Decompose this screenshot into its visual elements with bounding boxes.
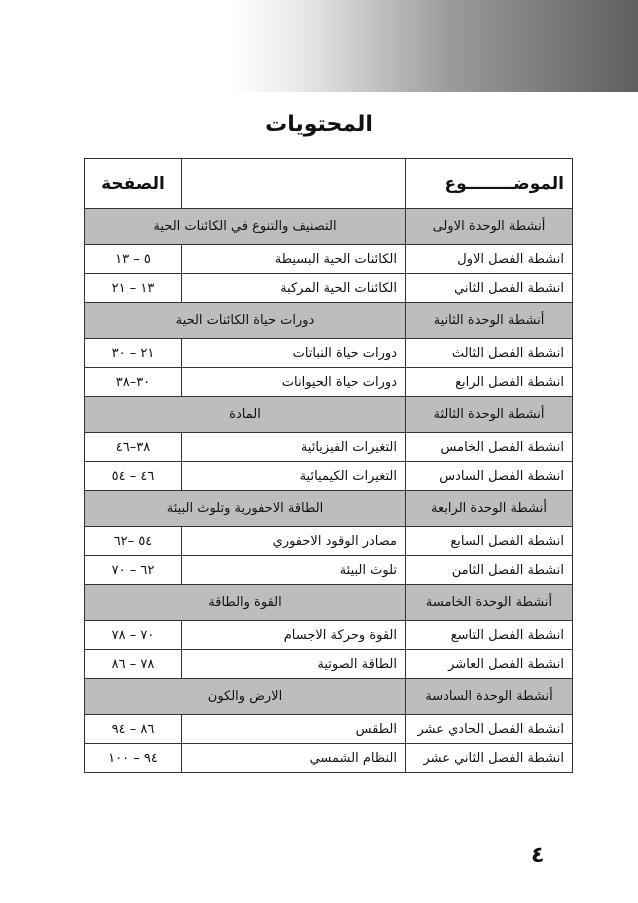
page-number: ٤ bbox=[531, 843, 545, 868]
unit-row bbox=[85, 397, 573, 433]
table-row bbox=[85, 462, 573, 491]
table-row bbox=[85, 556, 573, 585]
unit-name: أنشطة الوحدة الخامسة bbox=[406, 585, 573, 621]
header-gradient-band bbox=[0, 0, 638, 92]
table-row bbox=[85, 433, 573, 462]
header-page: الصفحة bbox=[85, 159, 182, 209]
unit-name: أنشطة الوحدة الثالثة bbox=[406, 397, 573, 433]
unit-title: القوة والطاقة bbox=[85, 585, 406, 621]
chapter-name: انشطة الفصل السادس bbox=[406, 462, 573, 491]
chapter-pages: ٣٨–٤٦ bbox=[85, 433, 182, 462]
chapter-pages: ٤٦ – ٥٤ bbox=[85, 462, 182, 491]
chapter-pages: ٩٤ – ١٠٠ bbox=[85, 744, 182, 773]
page-title: المحتويات bbox=[265, 112, 373, 137]
chapter-name: انشطة الفصل الرابع bbox=[406, 368, 573, 397]
unit-name: أنشطة الوحدة السادسة bbox=[406, 679, 573, 715]
chapter-pages: ٨٦ – ٩٤ bbox=[85, 715, 182, 744]
chapter-name: انشطة الفصل الخامس bbox=[406, 433, 573, 462]
chapter-pages: ١٣ – ٢١ bbox=[85, 274, 182, 303]
unit-title: دورات حياة الكائنات الحية bbox=[85, 303, 406, 339]
chapter-title: دورات حياة النباتات bbox=[182, 339, 406, 368]
table-row bbox=[85, 744, 573, 773]
header-blank bbox=[182, 159, 406, 209]
contents-table bbox=[84, 158, 573, 773]
table-row bbox=[85, 274, 573, 303]
chapter-title: تلوث البيئة bbox=[182, 556, 406, 585]
chapter-name: انشطة الفصل الثامن bbox=[406, 556, 573, 585]
table-row bbox=[85, 368, 573, 397]
unit-name: أنشطة الوحدة الاولى bbox=[406, 209, 573, 245]
unit-row bbox=[85, 209, 573, 245]
unit-row bbox=[85, 491, 573, 527]
unit-title: التصنيف والتنوع في الكائنات الحية bbox=[85, 209, 406, 245]
chapter-title: النظام الشمسي bbox=[182, 744, 406, 773]
table-row bbox=[85, 621, 573, 650]
chapter-name: انشطة الفصل الثاني bbox=[406, 274, 573, 303]
chapter-pages: ٧٠ – ٧٨ bbox=[85, 621, 182, 650]
chapter-title: الطاقة الصوتية bbox=[182, 650, 406, 679]
chapter-title: مصادر الوقود الاحفوري bbox=[182, 527, 406, 556]
chapter-name: انشطة الفصل الحادي عشر bbox=[406, 715, 573, 744]
table-row bbox=[85, 245, 573, 274]
unit-row bbox=[85, 679, 573, 715]
table-row bbox=[85, 339, 573, 368]
chapter-pages: ٣٠–٣٨ bbox=[85, 368, 182, 397]
chapter-pages: ٦٢ – ٧٠ bbox=[85, 556, 182, 585]
chapter-name: انشطة الفصل التاسع bbox=[406, 621, 573, 650]
table-row bbox=[85, 715, 573, 744]
chapter-name: انشطة الفصل العاشر bbox=[406, 650, 573, 679]
table-row bbox=[85, 650, 573, 679]
unit-name: أنشطة الوحدة الرابعة bbox=[406, 491, 573, 527]
chapter-title: القوة وحركة الاجسام bbox=[182, 621, 406, 650]
chapter-name: انشطة الفصل الثالث bbox=[406, 339, 573, 368]
chapter-title: دورات حياة الحيوانات bbox=[182, 368, 406, 397]
header-subject: الموضــــــــوع bbox=[406, 159, 573, 209]
chapter-title: الطقس bbox=[182, 715, 406, 744]
chapter-title: الكائنات الحية المركبة bbox=[182, 274, 406, 303]
chapter-title: الكائنات الحية البسيطة bbox=[182, 245, 406, 274]
unit-name: أنشطة الوحدة الثانية bbox=[406, 303, 573, 339]
table-row bbox=[85, 527, 573, 556]
chapter-name: انشطة الفصل الثاني عشر bbox=[406, 744, 573, 773]
chapter-name: انشطة الفصل السابع bbox=[406, 527, 573, 556]
unit-row bbox=[85, 585, 573, 621]
chapter-name: انشطة الفصل الاول bbox=[406, 245, 573, 274]
chapter-pages: ٧٨ – ٨٦ bbox=[85, 650, 182, 679]
chapter-pages: ٥ – ١٣ bbox=[85, 245, 182, 274]
unit-title: الطاقة الاحفورية وتلوث البيئة bbox=[85, 491, 406, 527]
chapter-pages: ٥٤ –٦٢ bbox=[85, 527, 182, 556]
chapter-title: التغيرات الكيميائية bbox=[182, 462, 406, 491]
table-header-row bbox=[85, 159, 573, 209]
unit-row bbox=[85, 303, 573, 339]
unit-title: المادة bbox=[85, 397, 406, 433]
chapter-pages: ٢١ – ٣٠ bbox=[85, 339, 182, 368]
unit-title: الارض والكون bbox=[85, 679, 406, 715]
chapter-title: التغيرات الفيزيائية bbox=[182, 433, 406, 462]
